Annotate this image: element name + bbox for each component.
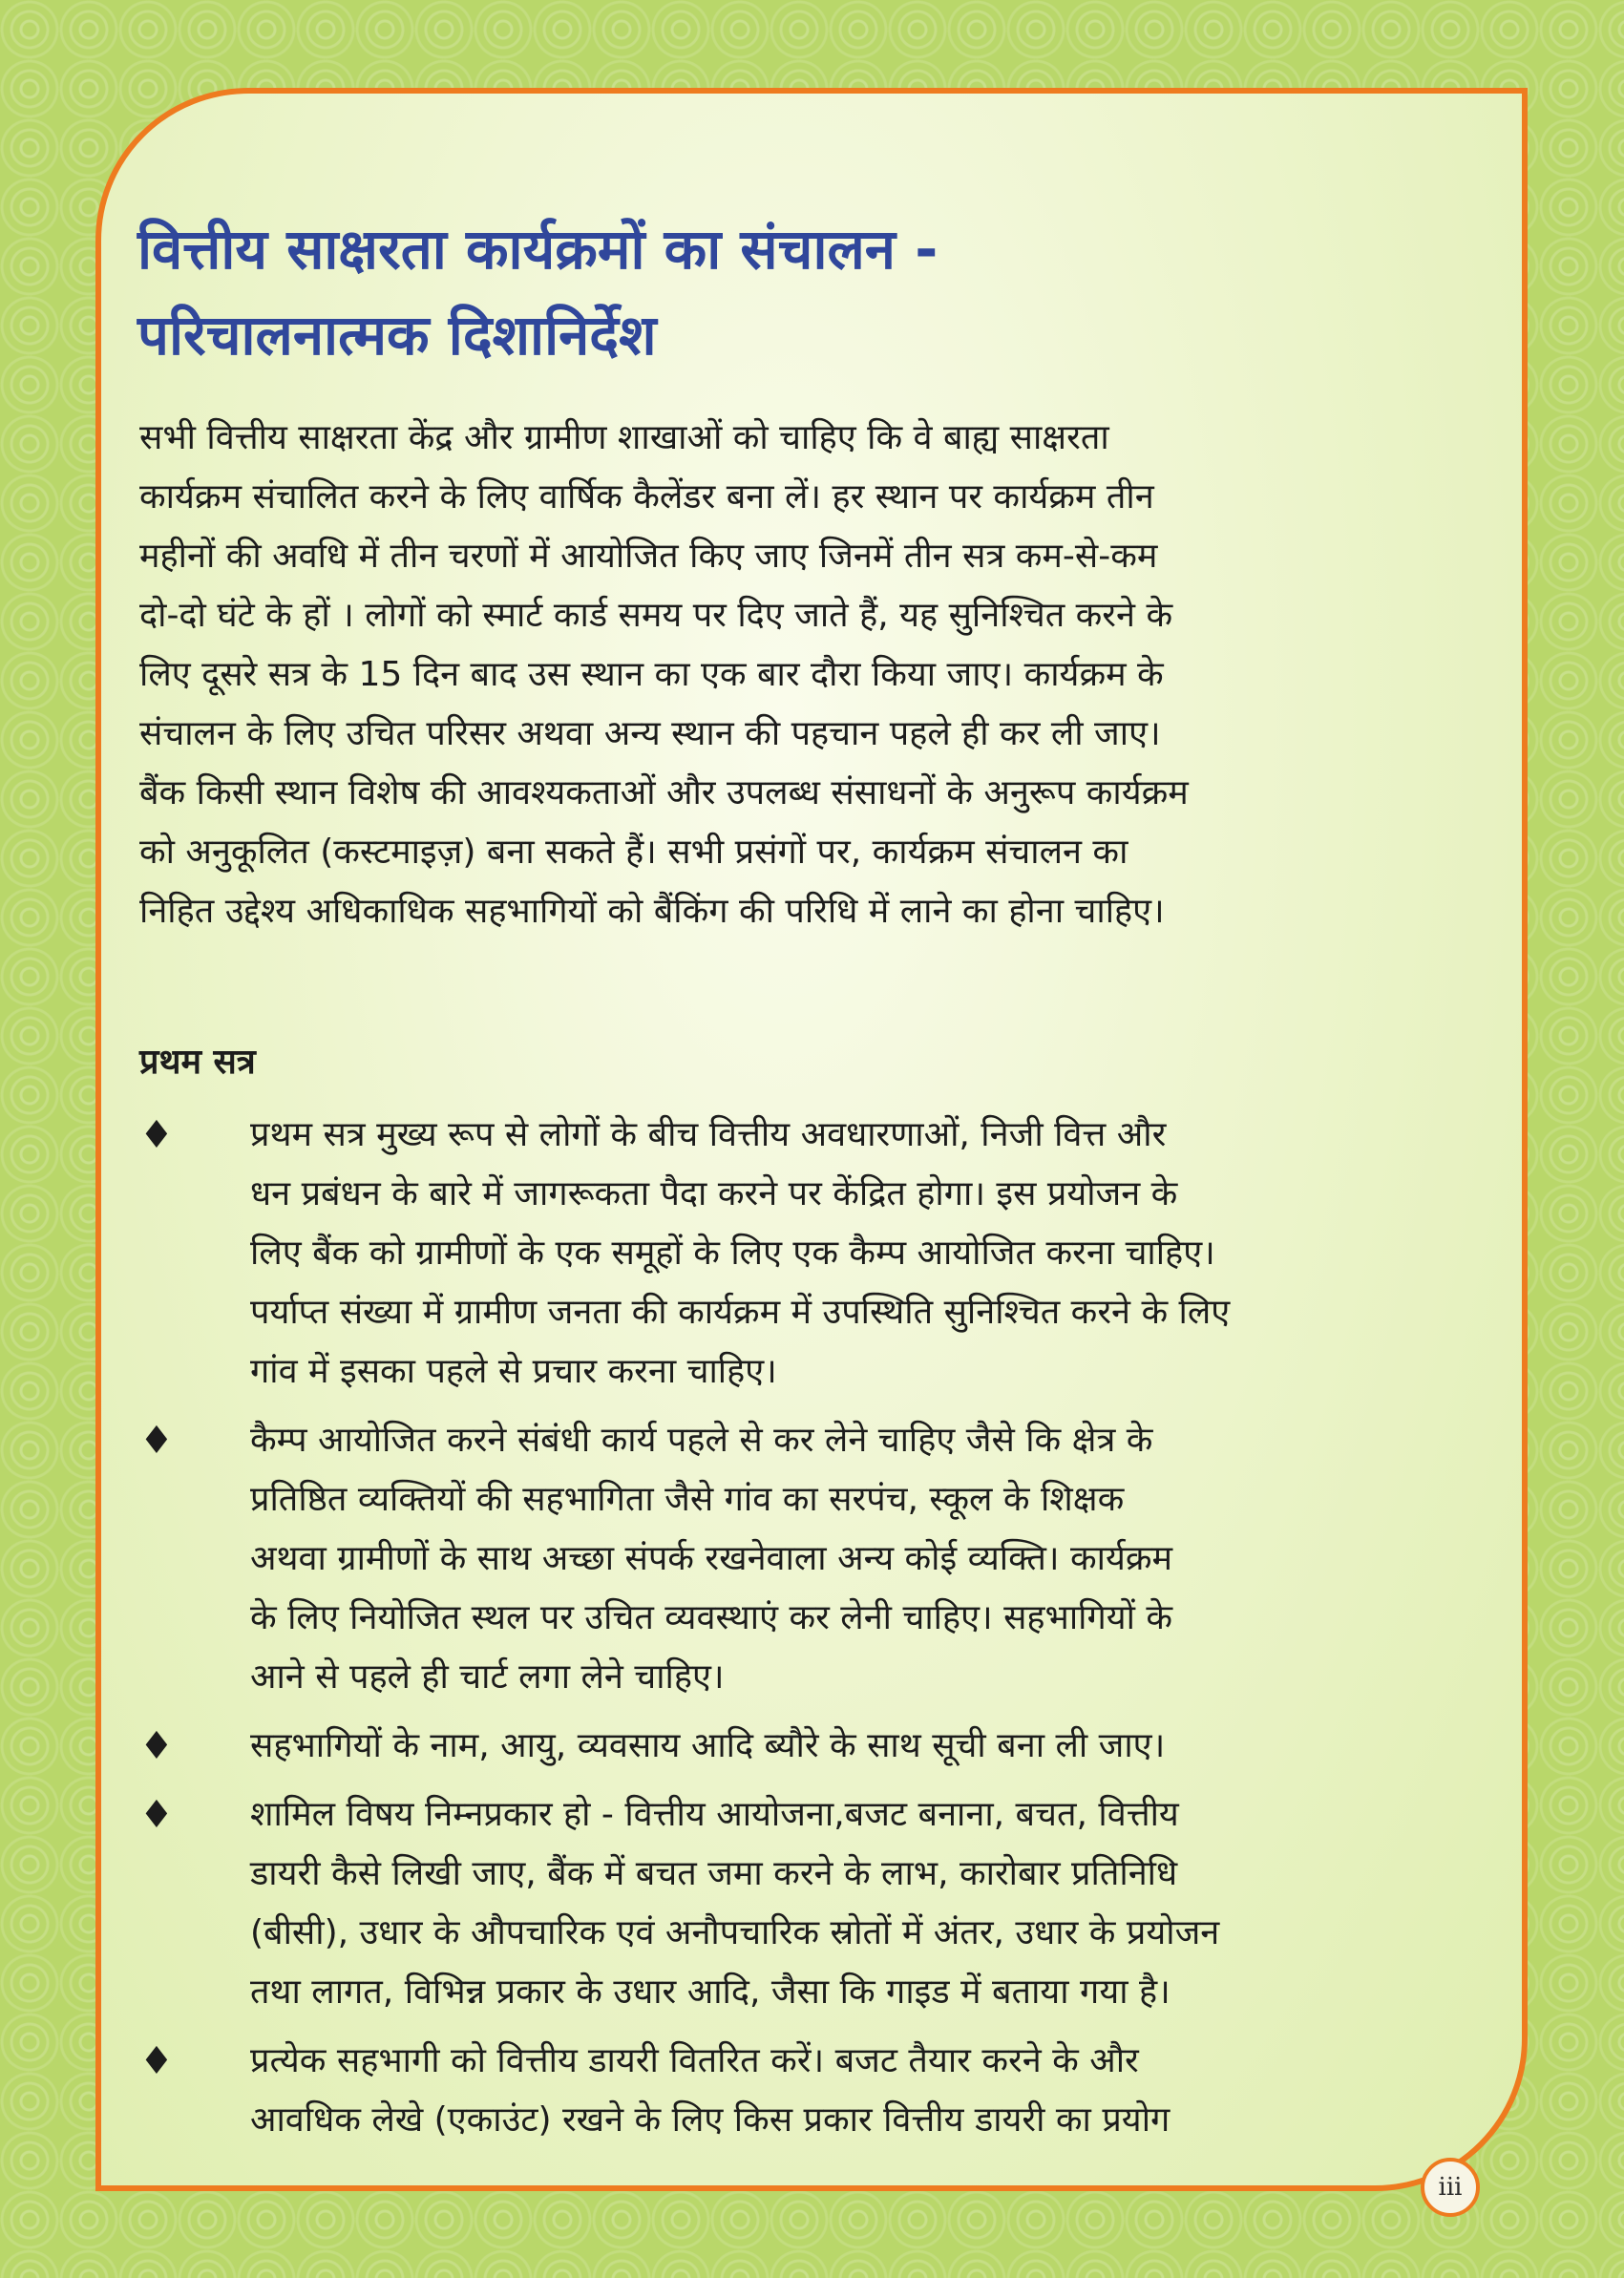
page-number: iii — [1421, 2158, 1480, 2217]
paragraph-line: को अनुकूलित (कस्टमाइज़) बना सकते हैं। सभी प्रसंगों पर, कार्यक्रम संचालन का — [139, 833, 1128, 872]
diamond-bullet-icon: ♦ — [139, 1113, 174, 1157]
diamond-bullet-icon: ♦ — [139, 2039, 174, 2083]
paragraph-line: सभी वित्तीय साक्षरता केंद्र और ग्रामीण शाखाओं को चाहिए कि वे बाह्य साक्षरता — [139, 418, 1109, 457]
bullet-line: धन प्रबंधन के बारे में जागरूकता पैदा करने पर केंद्रित होगा। इस प्रयोजन के — [250, 1174, 1178, 1213]
bullet-line: (बीसी), उधार के औपचारिक एवं अनौपचारिक स्रोतों में अंतर, उधार के प्रयोजन — [250, 1913, 1220, 1952]
diamond-bullet-icon: ♦ — [139, 1419, 174, 1463]
bullet-line: गांव में इसका पहले से प्रचार करना चाहिए। — [250, 1352, 777, 1391]
bullet-line: तथा लागत, विभिन्न प्रकार के उधार आदि, जैसा कि गाइड में बताया गया है। — [250, 1972, 1171, 2012]
paragraph-line: महीनों की अवधि में तीन चरणों में आयोजित किए जाए जिनमें तीन सत्र कम-से-कम — [139, 537, 1158, 576]
content-panel — [95, 88, 1528, 2191]
bullet-line: शामिल विषय निम्नप्रकार हो - वित्तीय आयोजना,बजट बनाना, बचत, वित्तीय — [250, 1795, 1179, 1834]
bullet-line: आवधिक लेखे (एकाउंट) रखने के लिए किस प्रकार वित्तीय डायरी का प्रयोग — [250, 2100, 1171, 2140]
intro-paragraph — [139, 409, 1476, 941]
bullet-line: लिए बैंक को ग्रामीणों के एक समूहों के लिए एक कैम्प आयोजित करना चाहिए। — [250, 1234, 1215, 1273]
paragraph-line: संचालन के लिए उचित परिसर अथवा अन्य स्थान की पहचान पहले ही कर ली जाए। — [139, 714, 1161, 753]
diamond-bullet-icon: ♦ — [139, 1724, 174, 1768]
bullet-line: अथवा ग्रामीणों के साथ अच्छा संपर्क रखनेवाला अन्य कोई व्यक्ति। कार्यक्रम — [250, 1539, 1173, 1578]
bullet-line: कैम्प आयोजित करने संबंधी कार्य पहले से कर लेने चाहिए जैसे कि क्षेत्र के — [250, 1421, 1153, 1460]
diamond-bullet-icon: ♦ — [139, 1793, 174, 1837]
heading-line: परिचालनात्मक दिशानिर्देश — [137, 303, 657, 368]
paragraph-line: लिए दूसरे सत्र के 15 दिन बाद उस स्थान का एक बार दौरा किया जाए। कार्यक्रम के — [139, 655, 1164, 694]
bullet-line: पर्याप्त संख्या में ग्रामीण जनता की कार्यक्रम में उपस्थिति सुनिश्चित करने के लिए — [250, 1293, 1231, 1332]
bullet-line: सहभागियों के नाम, आयु, व्यवसाय आदि ब्यौरे के साथ सूची बना ली जाए। — [250, 1726, 1166, 1765]
heading-line: वित्तीय साक्षरता कार्यक्रमों का संचालन - — [137, 217, 939, 282]
page-heading — [137, 206, 1474, 378]
bullet-line: प्रथम सत्र मुख्य रूप से लोगों के बीच वित्तीय अवधारणाओं, निजी वित्त और — [250, 1115, 1167, 1154]
bullet-line: डायरी कैसे लिखी जाए, बैंक में बचत जमा करने के लाभ, कारोबार प्रतिनिधि — [250, 1854, 1178, 1893]
bullet-line: के लिए नियोजित स्थल पर उचित व्यवस्थाएं कर लेनी चाहिए। सहभागियों के — [250, 1598, 1173, 1637]
paragraph-line: कार्यक्रम संचालित करने के लिए वार्षिक कैलेंडर बना लें। हर स्थान पर कार्यक्रम तीन — [139, 477, 1154, 517]
section-title: प्रथम सत्र — [139, 1043, 256, 1082]
paragraph-line: दो-दो घंटे के हों । लोगों को स्मार्ट कार्ड समय पर दिए जाते हैं, यह सुनिश्चित करने के — [139, 596, 1173, 635]
paragraph-line: निहित उद्देश्य अधिकाधिक सहभागियों को बैंकिंग की परिधि में लाने का होना चाहिए। — [139, 892, 1165, 931]
bullet-line: प्रत्येक सहभागी को वित्तीय डायरी वितरित करें। बजट तैयार करने के और — [250, 2041, 1139, 2080]
paragraph-line: बैंक किसी स्थान विशेष की आवश्यकताओं और उपलब्ध संसाधनों के अनुरूप कार्यक्रम — [139, 773, 1189, 812]
bullet-line: प्रतिष्ठित व्यक्तियों की सहभागिता जैसे गांव का सरपंच, स्कूल के शिक्षक — [250, 1480, 1125, 1519]
bullet-line: आने से पहले ही चार्ट लगा लेने चाहिए। — [250, 1657, 725, 1697]
